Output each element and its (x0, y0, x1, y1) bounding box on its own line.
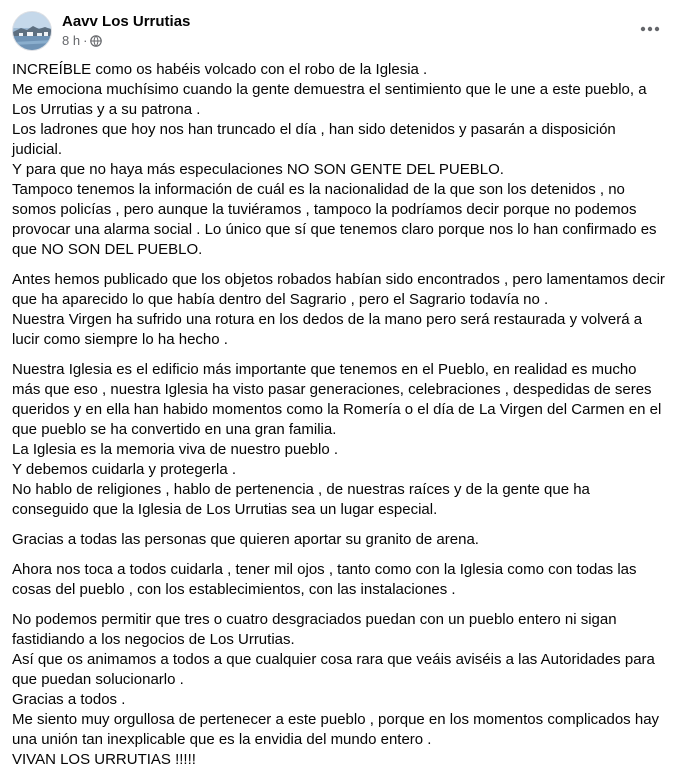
post-text-line: Gracias a todos . (12, 691, 126, 708)
post-text-line: Me siento muy orgullosa de pertenecer a este pueblo , porque en los momentos complicados hay una unión tan inexplicable que es la envidia del mundo entero . (12, 711, 660, 748)
post-text-line: Ahora nos toca a todos cuidarla , tener mil ojos , tanto como con la Iglesia como con todas las cosas del pueblo , con los establecimientos, con las instalaciones . (12, 561, 637, 598)
post-text-line: No podemos permitir que tres o cuatro desgraciados puedan con un pueblo entero ni sigan fastidiando a los negocios de Los Urrutias. (12, 611, 617, 648)
post-meta (62, 33, 102, 49)
post-text-line: La Iglesia es la memoria viva de nuestro pueblo . (12, 441, 339, 458)
post-body (12, 60, 668, 780)
post-text-line: No hablo de religiones , hablo de pertenencia , de nuestras raíces y de la gente que ha conseguido que la Iglesia de Los Urrutias sea un lugar especial. (12, 481, 590, 518)
post-text-line: INCREÍBLE como os habéis volcado con el robo de la Iglesia . (12, 61, 428, 78)
author-name[interactable]: Aavv Los Urrutias (62, 13, 191, 30)
post-paragraph (12, 610, 668, 770)
post-timestamp[interactable]: 8 h (62, 33, 81, 48)
avatar-image (13, 12, 52, 51)
page-avatar[interactable] (12, 11, 52, 51)
post-paragraph (12, 270, 668, 350)
post-paragraph (12, 60, 668, 260)
post-text-line: VIVAN LOS URRUTIAS !!!!! (12, 751, 196, 768)
post-text-line: Nuestra Virgen ha sufrido una rotura en los dedos de la mano pero será restaurada y volverá a lucir como siempre lo ha hecho . (12, 311, 643, 348)
post-header (12, 11, 668, 53)
post-paragraph (12, 360, 668, 520)
post-paragraph (12, 560, 668, 600)
post-text-line: Me emociona muchísimo cuando la gente demuestra el sentimiento que le une a este pueblo, a Los Urrutias y a su patrona . (12, 81, 647, 118)
meta-separator: · (83, 33, 88, 48)
more-options-icon[interactable] (638, 19, 662, 39)
post-text-line: Tampoco tenemos la información de cuál es la nacionalidad de la que son los detenidos , no somos policías , pero aunque la tuviéramos , tampoco la podríamos decir porque no podemos provocar una alarma social . Lo único que sí que tenemos claro porque nos lo han confirmado es que NO SON DEL PUEBLO. (12, 181, 657, 258)
post-text-line: Los ladrones que hoy nos han truncado el día , han sido detenidos y pasarán a disposición judicial. (12, 121, 616, 158)
post-text-line: Y debemos cuidarla y protegerla . (12, 461, 237, 478)
globe-icon (90, 35, 102, 47)
post-text-line: Nuestra Iglesia es el edificio más importante que tenemos en el Pueblo, en realidad es mucho más que eso , nuestra Iglesia ha visto pasar generaciones, celebraciones , despedidas de seres queridos y en ella han habido momentos como la Romería o el día de La Virgen del Carmen en el que pueblo se ha convertido en una gran familia. (12, 361, 662, 438)
post-paragraph (12, 530, 668, 550)
post-text-line: Y para que no haya más especulaciones NO SON GENTE DEL PUEBLO. (12, 161, 504, 178)
post-text-line: Así que os animamos a todos a que cualquier cosa rara que veáis aviséis a las Autoridades para que puedan solucionarlo . (12, 651, 655, 688)
post-text-line: Gracias a todas las personas que quieren aportar su granito de arena. (12, 531, 479, 548)
post-text-line: Antes hemos publicado que los objetos robados habían sido encontrados , pero lamentamos decir que ha aparecido lo que había dentro del Sagrario , pero el Sagrario todavía no . (12, 271, 665, 308)
